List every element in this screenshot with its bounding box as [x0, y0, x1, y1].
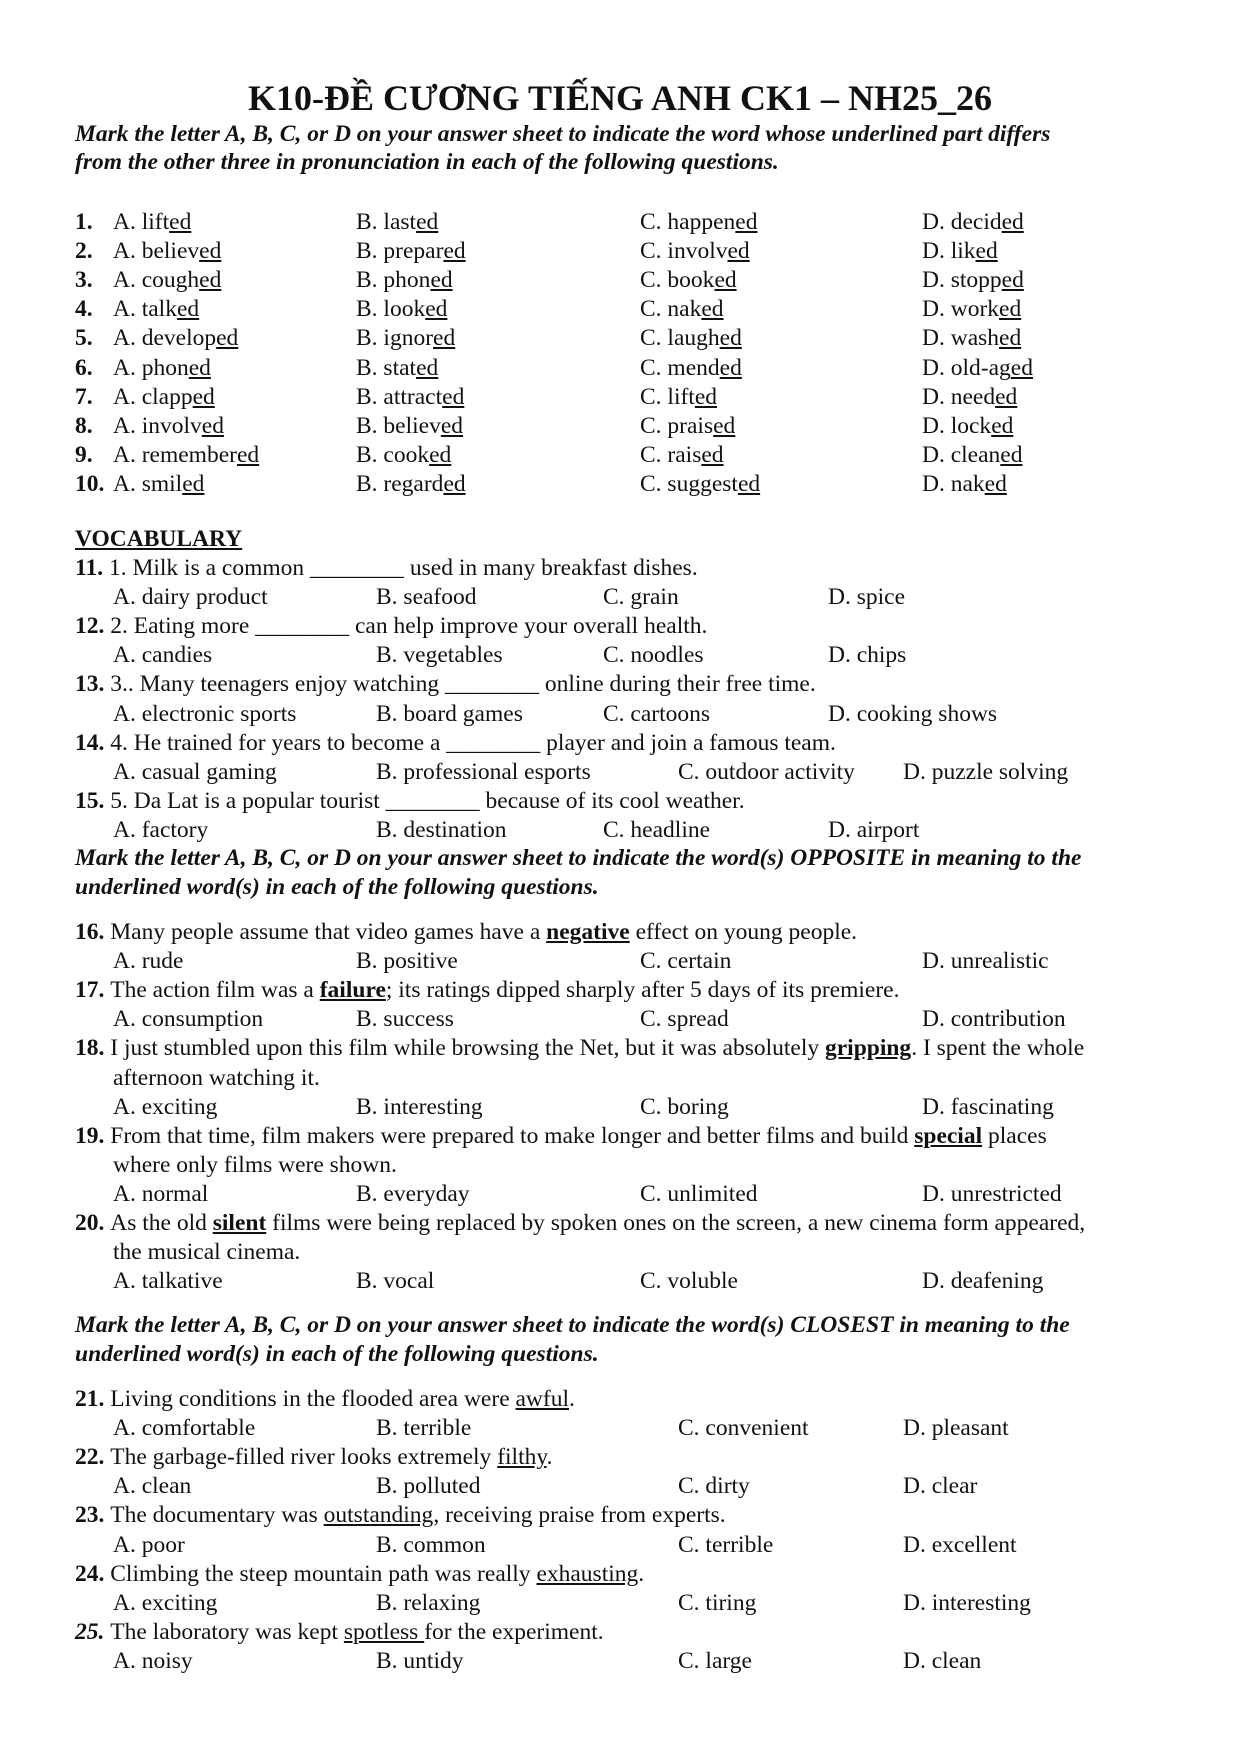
answer-option: D. chips — [828, 642, 907, 669]
answer-option: A. smiled — [113, 470, 205, 497]
question-stem: 15. 5. Da Lat is a popular tourist ________ because of its cool weather. — [75, 787, 745, 814]
answer-option: A. lifted — [113, 209, 192, 235]
answer-option: C. involved — [640, 238, 750, 265]
question-number: 3. — [75, 267, 93, 294]
answer-option: D. stopped — [922, 267, 1024, 294]
underlined-ending: ed — [443, 470, 466, 497]
opposite-instruction: underlined word(s) in each of the following questions. — [75, 874, 599, 900]
answer-option: C. terrible — [678, 1531, 774, 1558]
answer-option: B. vegetables — [376, 642, 503, 669]
underlined-ending: ed — [737, 470, 761, 497]
question-stem: 12. 2. Eating more ________ can help improve your overall health. — [75, 613, 708, 640]
question-number: 14. — [75, 729, 105, 756]
answer-option: D. washed — [922, 325, 1022, 352]
answer-option: C. convenient — [678, 1415, 809, 1442]
answer-option: B. cooked — [356, 441, 452, 468]
answer-option: C. lifted — [640, 383, 718, 410]
answer-option: B. common — [376, 1531, 486, 1558]
question-number: 9. — [75, 441, 93, 468]
underlined-ending: ed — [1001, 267, 1024, 294]
answer-option: A. comfortable — [113, 1415, 256, 1442]
target-word: exhausting — [536, 1560, 639, 1587]
answer-option: A. exciting — [113, 1093, 218, 1120]
answer-option: A. noisy — [113, 1647, 193, 1674]
answer-option: B. interesting — [356, 1093, 483, 1120]
answer-option: C. certain — [640, 948, 732, 975]
question-number: 10. — [75, 470, 105, 497]
question-number: 22. — [75, 1444, 111, 1471]
answer-option: A. poor — [113, 1531, 185, 1558]
answer-option: B. professional esports — [376, 758, 591, 785]
underlined-ending: ed — [701, 441, 724, 468]
answer-option: A. developed — [113, 325, 239, 352]
answer-option: D. airport — [828, 816, 920, 843]
underlined-ending: ed — [169, 209, 192, 235]
question-stem: 18. I just stumbled upon this film while browsing the Net, but it was absolutely gripping. I spent the whole — [75, 1035, 1085, 1062]
question-stem: 13. 3.. Many teenagers enjoy watching ________ online during their free time. — [75, 671, 816, 698]
question-stem: 11. 1. Milk is a common ________ used in many breakfast dishes. — [75, 555, 698, 581]
underlined-ending: ed — [430, 267, 453, 294]
answer-option: D. spice — [828, 584, 906, 611]
answer-option: A. believed — [113, 238, 222, 265]
answer-option: A. exciting — [113, 1589, 218, 1616]
answer-option: B. phoned — [356, 267, 453, 294]
answer-option: B. lasted — [356, 209, 439, 235]
underlined-ending: ed — [999, 325, 1022, 352]
answer-option: D. needed — [922, 383, 1018, 410]
question-number: 1. — [75, 209, 93, 235]
answer-option: D. liked — [922, 238, 998, 265]
answer-option: A. consumption — [113, 1006, 264, 1033]
underlined-ending: ed — [425, 296, 448, 323]
underlined-ending: ed — [176, 296, 200, 323]
answer-option: D. old-aged — [922, 354, 1033, 381]
answer-option: B. board games — [376, 700, 523, 727]
answer-option: A. candies — [113, 642, 213, 669]
answer-option: C. suggested — [640, 470, 761, 497]
answer-option: B. untidy — [376, 1647, 464, 1674]
pronunciation-instruction: Mark the letter A, B, C, or D on your answer sheet to indicate the word whose underlined part differs — [75, 121, 1051, 147]
question-number: 2. — [75, 238, 93, 265]
question-number: 11. — [75, 555, 104, 581]
answer-option: B. terrible — [376, 1415, 472, 1442]
target-word: filthy — [497, 1444, 547, 1471]
answer-option: C. noodles — [603, 642, 704, 669]
answer-option: B. seafood — [376, 584, 477, 611]
answer-option: A. clean — [113, 1473, 192, 1500]
answer-option: B. ignored — [356, 325, 456, 352]
answer-option: D. interesting — [903, 1589, 1031, 1616]
answer-option: B. success — [356, 1006, 454, 1033]
question-number: 13. — [75, 671, 105, 698]
answer-option: C. tiring — [678, 1589, 757, 1616]
answer-option: C. spread — [640, 1006, 729, 1033]
question-number: 6. — [75, 354, 93, 381]
question-number: 5. — [75, 325, 93, 352]
question-number: 17. — [75, 977, 111, 1004]
answer-option: C. dirty — [678, 1473, 750, 1500]
target-word: silent — [212, 1210, 267, 1236]
answer-option: A. coughed — [113, 267, 222, 294]
question-number: 21. — [75, 1386, 111, 1412]
answer-option: C. praised — [640, 412, 736, 439]
answer-option: C. raised — [640, 441, 724, 468]
answer-option: C. unlimited — [640, 1180, 758, 1207]
answer-option: D. excellent — [903, 1531, 1017, 1558]
answer-option: D. deafening — [922, 1268, 1044, 1295]
answer-option: A. talked — [113, 296, 200, 323]
answer-option: B. attracted — [356, 383, 465, 410]
question-stem: 24. Climbing the steep mountain path was really exhausting. — [75, 1560, 645, 1587]
underlined-ending: ed — [416, 209, 439, 235]
underlined-ending: ed — [192, 383, 215, 410]
pronunciation-instruction: from the other three in pronunciation in each of the following questions. — [75, 148, 779, 175]
underlined-ending: ed — [1010, 354, 1033, 381]
underlined-ending: ed — [416, 354, 439, 381]
answer-option: A. dairy product — [113, 584, 268, 611]
answer-option: A. phoned — [113, 354, 211, 381]
answer-option: C. cartoons — [603, 700, 711, 727]
vocabulary-heading: VOCABULARY — [75, 526, 243, 552]
answer-option: D. worked — [922, 296, 1022, 323]
answer-option: D. contribution — [922, 1006, 1066, 1033]
answer-option: D. unrestricted — [922, 1180, 1062, 1207]
answer-option: C. large — [678, 1647, 752, 1674]
answer-option: C. grain — [603, 584, 679, 611]
underlined-ending: ed — [1001, 209, 1024, 235]
underlined-ending: ed — [999, 296, 1022, 323]
underlined-ending: ed — [719, 354, 742, 381]
underlined-ending: ed — [236, 441, 260, 468]
answer-option: D. cooking shows — [828, 700, 998, 727]
question-number: 18. — [75, 1035, 111, 1062]
underlined-ending: ed — [719, 325, 742, 352]
answer-option: D. pleasant — [903, 1415, 1009, 1442]
underlined-ending: ed — [1000, 441, 1023, 468]
underlined-ending: ed — [995, 383, 1018, 410]
answer-option: A. clapped — [113, 383, 215, 410]
closest-instruction: Mark the letter A, B, C, or D on your answer sheet to indicate the word(s) CLOSEST in meaning to the — [75, 1312, 1070, 1338]
target-word: failure — [319, 977, 386, 1004]
underlined-ending: ed — [694, 383, 718, 410]
question-number: 12. — [75, 613, 105, 640]
underlined-ending: ed — [991, 412, 1014, 439]
answer-option: B. positive — [356, 948, 458, 975]
question-stem: 25. The laboratory was kept spotless for the experiment. — [75, 1618, 604, 1645]
answer-option: B. everyday — [356, 1180, 470, 1207]
answer-option: B. believed — [356, 412, 464, 439]
answer-option: C. outdoor activity — [678, 758, 855, 785]
question-stem: 14. 4. He trained for years to become a ________ player and join a famous team. — [75, 729, 836, 756]
target-word: outstanding — [323, 1502, 434, 1529]
question-stem: 20. As the old silent films were being replaced by spoken ones on the screen, a new cinema form appeared, — [75, 1210, 1086, 1236]
answer-option: D. cleaned — [922, 441, 1023, 468]
answer-option: C. voluble — [640, 1268, 738, 1295]
underlined-ending: ed — [201, 412, 224, 439]
answer-option: B. relaxing — [376, 1589, 481, 1616]
answer-option: C. headline — [603, 816, 711, 843]
answer-option: A. talkative — [113, 1268, 223, 1295]
target-word: gripping — [824, 1035, 912, 1062]
question-number: 25. — [75, 1618, 111, 1645]
question-stem: 21. Living conditions in the flooded area were awful. — [75, 1386, 575, 1412]
answer-option: B. stated — [356, 354, 439, 381]
underlined-ending: ed — [975, 238, 998, 265]
target-word: awful — [515, 1386, 570, 1412]
underlined-ending: ed — [216, 325, 239, 352]
underlined-ending: ed — [440, 412, 464, 439]
answer-option: C. naked — [640, 296, 724, 323]
target-word: spotless — [343, 1618, 425, 1645]
underlined-ending: ed — [442, 383, 465, 410]
question-number: 19. — [75, 1122, 111, 1149]
question-stem: 16. Many people assume that video games have a negative effect on young people. — [75, 919, 858, 945]
question-number: 24. — [75, 1560, 111, 1587]
answer-option: D. unrealistic — [922, 948, 1049, 975]
document-title: K10-ĐỀ CƯƠNG TIẾNG ANH CK1 – NH25_26 — [247, 78, 993, 118]
question-stem: 23. The documentary was outstanding, receiving praise from experts. — [75, 1502, 726, 1529]
answer-option: C. happened — [640, 209, 758, 235]
answer-option: D. locked — [922, 412, 1014, 439]
question-stem-continued: where only films were shown. — [113, 1151, 397, 1178]
question-number: 16. — [75, 919, 111, 945]
question-number: 8. — [75, 412, 93, 439]
answer-option: D. clear — [903, 1473, 978, 1500]
answer-option: D. puzzle solving — [903, 758, 1069, 785]
question-number: 4. — [75, 296, 93, 323]
question-stem: 17. The action film was a failure; its ratings dipped sharply after 5 days of its premiere. — [75, 977, 900, 1004]
question-stem: 22. The garbage-filled river looks extremely filthy. — [75, 1444, 553, 1471]
answer-option: C. laughed — [640, 325, 742, 352]
answer-option: A. electronic sports — [113, 700, 297, 727]
answer-option: A. rude — [113, 948, 184, 975]
underlined-ending: ed — [735, 209, 758, 235]
answer-option: D. naked — [922, 470, 1007, 497]
answer-option: C. mended — [640, 354, 742, 381]
question-number: 20. — [75, 1210, 111, 1236]
underlined-ending: ed — [199, 238, 222, 265]
answer-option: D. decided — [922, 209, 1024, 235]
underlined-ending: ed — [713, 412, 736, 439]
answer-option: C. boring — [640, 1093, 729, 1120]
answer-option: D. clean — [903, 1647, 982, 1674]
answer-option: A. casual gaming — [113, 758, 277, 785]
underlined-ending: ed — [199, 267, 222, 294]
underlined-ending: ed — [701, 296, 724, 323]
answer-option: A. normal — [113, 1180, 209, 1207]
answer-option: B. regarded — [356, 470, 466, 497]
question-stem: 19. From that time, film makers were prepared to make longer and better films and build special places — [75, 1122, 1047, 1149]
question-stem-continued: afternoon watching it. — [113, 1064, 320, 1091]
answer-option: A. factory — [113, 816, 209, 843]
closest-instruction: underlined word(s) in each of the following questions. — [75, 1341, 599, 1367]
underlined-ending: ed — [429, 441, 452, 468]
answer-option: D. fascinating — [922, 1093, 1054, 1120]
underlined-ending: ed — [182, 470, 205, 497]
underlined-ending: ed — [984, 470, 1007, 497]
question-number: 7. — [75, 383, 93, 410]
answer-option: B. destination — [376, 816, 507, 843]
target-word: special — [914, 1122, 983, 1149]
underlined-ending: ed — [714, 267, 737, 294]
answer-option: B. vocal — [356, 1268, 435, 1295]
target-word: negative — [546, 919, 630, 945]
answer-option: B. looked — [356, 296, 448, 323]
answer-option: A. involved — [113, 412, 224, 439]
question-number: 23. — [75, 1502, 111, 1529]
question-stem-continued: the musical cinema. — [113, 1239, 301, 1266]
answer-option: B. prepared — [356, 238, 466, 265]
underlined-ending: ed — [188, 354, 211, 381]
answer-option: A. remembered — [113, 441, 260, 468]
answer-option: C. booked — [640, 267, 737, 294]
underlined-ending: ed — [443, 238, 466, 265]
underlined-ending: ed — [727, 238, 750, 265]
opposite-instruction: Mark the letter A, B, C, or D on your answer sheet to indicate the word(s) OPPOSITE in meaning to the — [75, 845, 1082, 871]
answer-option: B. polluted — [376, 1473, 481, 1500]
question-number: 15. — [75, 787, 105, 814]
underlined-ending: ed — [433, 325, 456, 352]
